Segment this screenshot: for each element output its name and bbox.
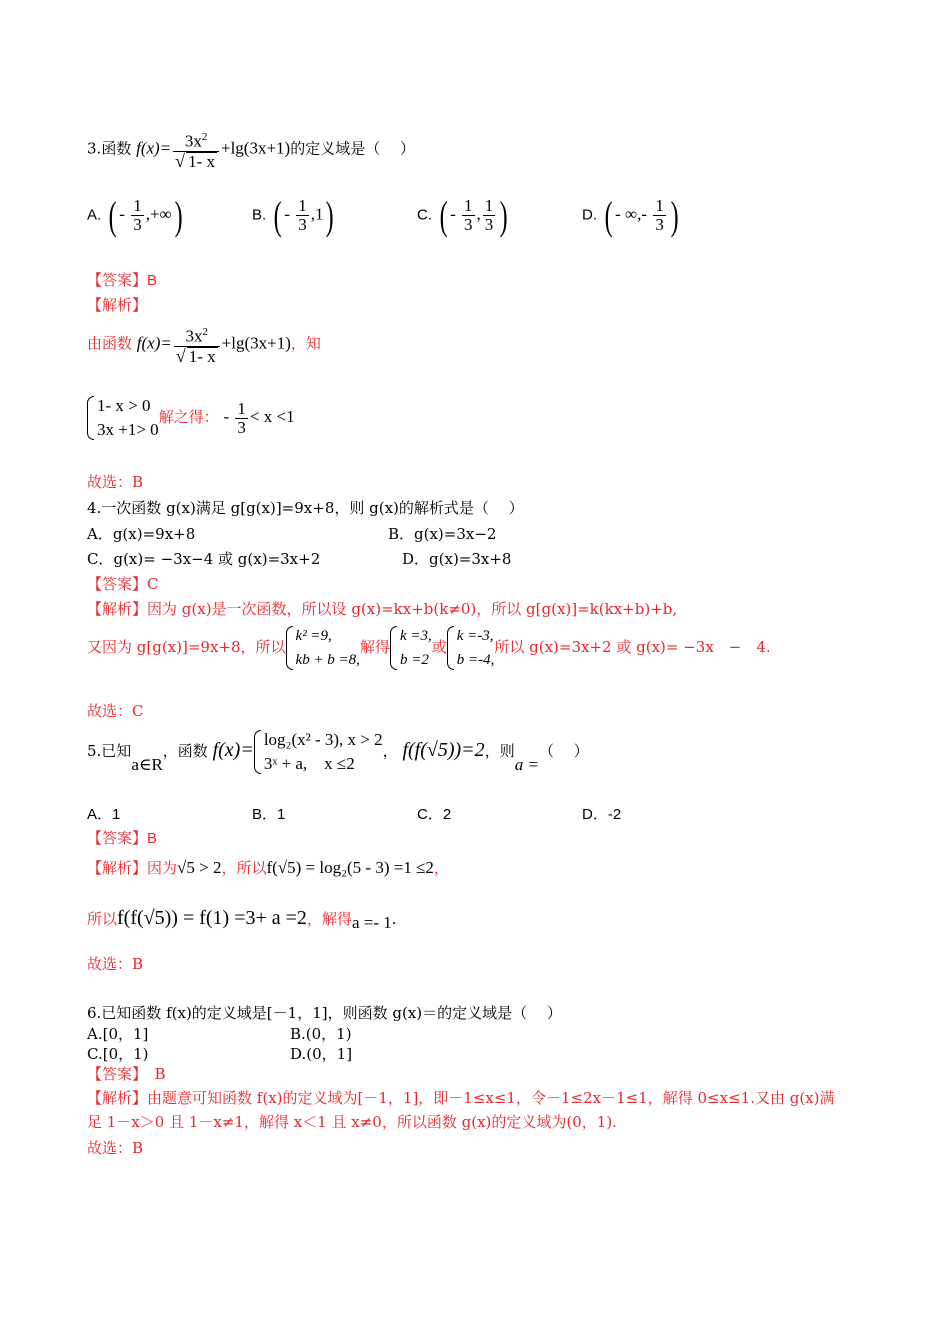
q6-option-b: B.(0，1): [290, 1025, 352, 1043]
q4-option-c: C．g(x)= −3x−4 或 g(x)=3x+2: [87, 550, 321, 568]
q5-analysis1-post: ，: [433, 859, 449, 877]
q4-option-b: B．g(x)=3x−2: [388, 525, 497, 543]
q3-option-c-post: ,: [476, 204, 481, 224]
q5-stem-mid: ，函数: [162, 742, 208, 760]
q3-prefix: 函数: [101, 139, 132, 158]
q6-stem: 6.已知函数 f(x)的定义域是[－1，1]，则函数 g(x)＝的定义域是（ ）: [87, 1004, 562, 1022]
q4-analysis-line2: [87, 624, 771, 672]
q3-option-b-num: 1: [298, 196, 307, 215]
q3-solve-pre: -: [223, 407, 234, 426]
q4-or: 或: [431, 638, 447, 656]
q3-func-fraction: $\frac{3x^2}{√ 1- x}$: [173, 128, 219, 171]
q3-analysis-func-lhs: f(x)=: [136, 333, 172, 353]
q6-option-c: C.[0，1): [87, 1045, 149, 1063]
q5-option-c: C．2: [417, 806, 452, 823]
q3-sys-line1: 1- x > 0: [97, 396, 151, 415]
q5-stem-pre: 5.已知: [87, 742, 132, 760]
q3-solve-frac: [235, 400, 248, 437]
q5-analysis-line1: [87, 858, 449, 878]
q3-option-c-den: 3: [464, 215, 473, 234]
q3-option-b-den: 3: [298, 215, 307, 234]
q5-analysis1-pre: 因为: [147, 859, 178, 877]
q5-analysis-line2: [87, 907, 397, 932]
q4-analysis-line1: [87, 599, 677, 619]
q3-analysis-tag: 【解析】: [87, 296, 148, 314]
q5-analysis1-math: √5 > 2: [177, 858, 222, 877]
q6-analysis-line1: [87, 1088, 835, 1108]
q6-answer-value: B: [154, 1065, 166, 1083]
q5-paren: （ ）: [538, 742, 589, 760]
q3-solve-post: < x <1: [249, 407, 295, 426]
q3-option-a-post: ,+∞: [145, 204, 172, 224]
q4-option-d: D．g(x)=3x+8: [402, 550, 512, 568]
q3-option-a-pre: -: [119, 204, 130, 224]
q3-option-d-den: 3: [655, 215, 664, 234]
q3-option-a-num: 1: [133, 196, 142, 215]
q3-answer: [87, 270, 157, 291]
q5-analysis2-math: f(f(√5)) = f(1) =3+ a =2: [117, 907, 307, 929]
q5-piece2: 3ˣ + a, x ≤2: [263, 754, 355, 773]
q3-option-a-frac: [131, 197, 144, 234]
q4-answer-value: C: [147, 575, 159, 593]
q3-answer-tag: 【答案】: [87, 271, 148, 289]
q3-option-b-label: B.: [252, 206, 267, 224]
q3-option-d-num: 1: [655, 196, 664, 215]
q4-analysis1: 因为 g(x)是一次函数，所以设 g(x)=kx+b(k≠0)，所以 g[g(x)]=k(kx+b)+b,: [147, 600, 678, 618]
q3-analysis-suffix: ，知: [290, 334, 321, 353]
q3-solve-den: 3: [237, 417, 246, 437]
q3-analysis-line1: [87, 323, 321, 366]
q3-option-b-pre: -: [284, 204, 295, 224]
q3-option-c-den2: 3: [484, 215, 494, 234]
q4-stem: 4.一次函数 g(x)满足 g[g(x)]=9x+8，则 g(x)的解析式是（ ）: [87, 499, 524, 517]
q5-stem: [87, 728, 589, 776]
q5-ffsqrt: f(f(√5))=2: [402, 739, 485, 761]
q5-answer-tag: 【答案】: [87, 829, 148, 847]
q4-analysis2-pre: 又因为 g[g(x)]=9x+8，所以: [87, 638, 286, 656]
q3-option-b-frac: [296, 197, 309, 234]
q3-answer-value: B: [147, 272, 158, 289]
q3-analysis-num: 3x: [185, 326, 203, 346]
q5-stem-then: ，则: [484, 742, 515, 760]
q3-suffix: 的定义域是（ ）: [290, 139, 415, 158]
q5-a-eq: a =: [514, 755, 539, 774]
q5-analysis2-post: .: [391, 910, 397, 928]
q3-option-d-frac: [653, 197, 666, 234]
q3-analysis-fraction: $\frac{3x^2}{√ 1- x}$: [174, 323, 220, 366]
q3-option-a-den: 3: [133, 215, 142, 234]
q3-option-c-pre: -: [450, 204, 461, 224]
q5-analysis2-math2: a =- 1: [351, 913, 392, 932]
q5-piecewise: [254, 728, 383, 776]
q6-analysis1: 由题意可知函数 f(x)的定义域为[－1，1]，即－1≤x≤1，令－1≤2x－1≤1，解得 0≤x≤1.又由 g(x)满: [147, 1089, 835, 1107]
q3-system-line: [87, 394, 295, 442]
q6-answer-tag: 【答案】: [87, 1065, 140, 1083]
q5-choose: 故选：B: [87, 955, 144, 973]
q3-solve-num: 1: [237, 398, 246, 418]
q3-option-d-pre: - ∞,-: [615, 204, 652, 224]
q5-piece1: log₂(x² - 3), x > 2: [263, 730, 383, 749]
q5-analysis2-mid: ，解得: [306, 910, 352, 928]
q4-sys3-l2: b =-4,: [456, 652, 495, 668]
q6-analysis-tag: 【解析】: [87, 1089, 148, 1107]
q4-system2: [390, 624, 432, 672]
q3-func-num-exp: 2: [201, 131, 208, 143]
q4-answer-tag: 【答案】: [87, 575, 148, 593]
q4-choose: 故选：C: [87, 702, 144, 720]
q6-answer: [87, 1064, 166, 1084]
q5-answer-value: B: [147, 830, 158, 847]
q4-analysis2-post: 所以 g(x)=3x+2 或 g(x)= −3x − 4.: [494, 638, 771, 656]
q6-option-d: D.(0，1]: [290, 1045, 353, 1063]
q3-analysis-prefix: 由函数: [87, 334, 133, 353]
q4-sys1-l1: k² =9,: [295, 628, 332, 644]
q5-option-b: B．1: [252, 806, 286, 823]
q3-option-a-label: A.: [87, 206, 102, 224]
q3-stem: [87, 128, 415, 171]
q3-option-b-post: ,1: [310, 204, 324, 224]
q4-sys2-l1: k =3,: [399, 628, 432, 644]
q3-sys-line2: 3x +1> 0: [97, 420, 159, 439]
q4-sys1-l2: kb + b =8,: [295, 652, 360, 668]
q6-choose: 故选：B: [87, 1139, 144, 1157]
q3-choose: 故选：B: [87, 473, 144, 491]
q4-solve-label: 解得: [359, 638, 390, 656]
q3-option-c-frac: [462, 197, 475, 234]
q3-option-c-num: 1: [464, 196, 473, 215]
q3-func-tail: +lg(3x+1): [220, 138, 291, 158]
q3-option-d-label: D.: [582, 206, 597, 224]
q3-option-c-num2: 1: [484, 196, 494, 215]
q3-analysis-den: 1- x: [188, 346, 216, 366]
q5-analysis-tag: 【解析】: [87, 859, 148, 877]
q5-stem-mid2: ，: [382, 742, 398, 760]
q5-option-d: D．-2: [582, 806, 622, 823]
q3-inequality-system: [87, 394, 159, 442]
q5-option-a: A．1: [87, 806, 121, 823]
q3-number: 3.: [87, 139, 102, 158]
q3-option-d: D. ( - ∞,- $\frac{1}{3}$ ): [582, 193, 679, 238]
q4-system1: [286, 624, 360, 672]
q3-option-c-frac2: [483, 197, 496, 234]
q5-func-lhs: f(x)=: [212, 739, 254, 761]
q3-option-b: B. ( - $\frac{1}{3}$ ,1): [252, 193, 335, 238]
q5-analysis2-pre: 所以: [87, 910, 118, 928]
q5-analysis1-mid: ，所以: [221, 859, 267, 877]
q4-sys3-l1: k =-3,: [456, 628, 494, 644]
q3-solve-label: 解之得：: [158, 408, 219, 426]
q3-analysis-func-tail: +lg(3x+1): [221, 333, 291, 353]
q4-answer: [87, 574, 159, 594]
q5-condition: a∈R: [131, 755, 163, 774]
q5-answer: [87, 828, 157, 849]
q3-option-a: A. ( - $\frac{1}{3}$ ,+∞): [87, 193, 183, 238]
q4-sys2-l2: b =2: [399, 652, 429, 668]
q4-analysis-tag: 【解析】: [87, 600, 148, 618]
q3-analysis-num-exp: 2: [202, 326, 209, 338]
q3-func-lhs: f(x)=: [136, 138, 172, 158]
q3-option-c: C. ( - $\frac{1}{3}$ , $\frac{1}{3}$ ): [417, 193, 508, 238]
q4-system3: [447, 624, 495, 672]
q3-func-den: 1- x: [188, 151, 215, 171]
q3-func-num: 3x: [184, 131, 202, 151]
q5-analysis1-math2: f(√5) = log₂(5 - 3) =1 ≤2: [266, 858, 434, 877]
q6-option-a: A.[0，1]: [87, 1025, 149, 1043]
q4-option-a: A．g(x)=9x+8: [87, 525, 196, 543]
q3-option-c-label: C.: [417, 206, 432, 224]
q6-analysis-line2: 足 1－x＞0 且 1－x≠1，解得 x＜1 且 x≠0，所以函数 g(x)的定义域为(0，1).: [87, 1113, 617, 1131]
